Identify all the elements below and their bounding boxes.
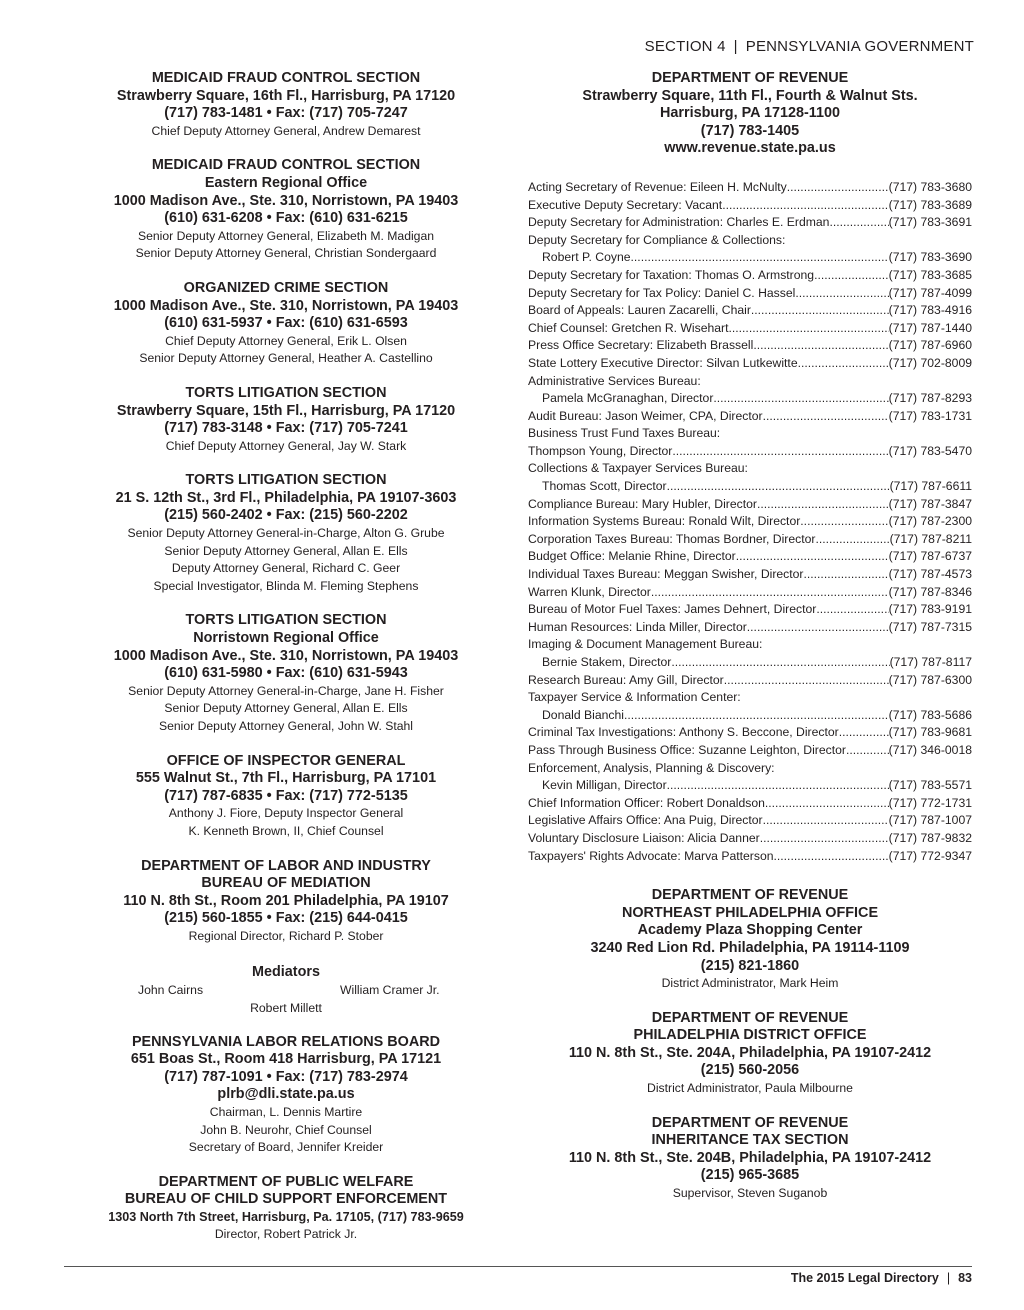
mediator-name: William Cramer Jr. <box>340 982 440 997</box>
directory-row <box>528 320 972 338</box>
row-label: Chief Information Officer: Robert Donaldson <box>528 795 765 810</box>
directory-row <box>528 443 972 461</box>
dot-leader <box>724 672 889 690</box>
dot-leader <box>798 355 889 373</box>
row-phone: (717) 702-8009 <box>888 355 972 370</box>
row-label: Collections & Taxpayer Services Bureau: <box>528 461 748 476</box>
row-label: Budget Office: Melanie Rhine, Director <box>528 549 736 564</box>
address-line: plrb@dli.state.pa.us <box>217 1086 355 1103</box>
dot-leader <box>816 601 888 619</box>
row-label: Corporation Taxes Bureau: Thomas Bordner, Director <box>528 531 816 546</box>
directory-row <box>528 496 972 514</box>
directory-row <box>528 584 972 602</box>
row-label: Imaging & Document Management Bureau: <box>528 637 763 652</box>
contact-name: John B. Neurohr, Chief Counsel <box>200 1122 372 1137</box>
dot-leader <box>751 302 889 320</box>
directory-row <box>528 373 972 391</box>
contact-name: Senior Deputy Attorney General-in-Charge, Alton G. Grube <box>127 526 445 541</box>
contact-name: Senior Deputy Attorney General, Christian Sondergaard <box>135 246 437 261</box>
row-phone: (717) 787-6960 <box>888 338 972 353</box>
left-column <box>70 70 502 1261</box>
row-label: Press Office Secretary: Elizabeth Brassell <box>528 338 754 353</box>
directory-row <box>528 777 972 795</box>
row-label: Bernie Stakem, Director <box>542 655 672 669</box>
section-title: MEDICAID FRAUD CONTROL SECTION <box>151 70 421 86</box>
address-line: (717) 783-1405 <box>700 122 800 139</box>
directory-row <box>528 460 972 478</box>
row-phone: (717) 772-1731 <box>888 795 972 810</box>
row-phone: (717) 783-3691 <box>888 215 972 230</box>
address-line: 110 N. 8th St., Ste. 204A, Philadelphia, PA 19107-2412 <box>568 1044 932 1061</box>
directory-row <box>528 566 972 584</box>
dot-leader <box>753 337 888 355</box>
contact-name: Senior Deputy Attorney General, Allan E. Ells <box>164 701 408 716</box>
dot-leader <box>763 408 889 426</box>
directory-row <box>528 724 972 742</box>
directory-row <box>528 179 972 197</box>
contact-name: Senior Deputy Attorney General-in-Charge, Jane H. Fisher <box>128 683 444 698</box>
row-phone: (717) 346-0018 <box>888 742 972 757</box>
directory-row <box>528 548 972 566</box>
row-label: Enforcement, Analysis, Planning & Discovery: <box>528 760 775 775</box>
row-label: Taxpayers' Rights Advocate: Marva Patterson <box>528 848 774 863</box>
row-label: Kevin Milligan, Director <box>542 778 667 793</box>
header-separator: | <box>733 38 738 55</box>
section-title: ORGANIZED CRIME SECTION <box>183 279 389 296</box>
row-label: Pamela McGranaghan, Director <box>542 391 714 406</box>
address-line: BUREAU OF MEDIATION <box>201 875 371 892</box>
contact-name: Director, Robert Patrick Jr. <box>214 1227 358 1242</box>
directory-row <box>528 848 972 866</box>
mediator-name: John Cairns <box>138 982 204 997</box>
row-label: Administrative Services Bureau: <box>528 373 701 388</box>
row-label: Thompson Young, Director <box>528 443 673 458</box>
directory-row <box>528 337 972 355</box>
section-title: DEPARTMENT OF REVENUE <box>651 1009 849 1026</box>
directory-row <box>528 795 972 813</box>
row-label: Criminal Tax Investigations: Anthony S. Beccone, Director <box>528 725 839 740</box>
footer-separator: | <box>946 1271 951 1285</box>
section-title: DEPARTMENT OF REVENUE <box>651 887 849 904</box>
directory-row <box>528 285 972 303</box>
row-label: Compliance Bureau: Mary Hubler, Director <box>528 496 757 511</box>
row-label: Information Systems Bureau: Ronald Wilt, Director <box>528 514 801 529</box>
directory-row <box>528 742 972 760</box>
contact-name: Chief Deputy Attorney General, Erik L. Olsen <box>165 333 407 348</box>
dot-leader <box>736 548 889 566</box>
directory-row <box>528 812 972 830</box>
page-number: 83 <box>958 1271 972 1285</box>
directory-section <box>70 1174 502 1244</box>
row-phone: (717) 787-8117 <box>889 655 972 669</box>
dot-leader <box>722 197 888 215</box>
dot-leader <box>815 531 889 549</box>
contact-name: Chief Deputy Attorney General, Andrew Demarest <box>151 123 421 138</box>
row-label: Taxpayer Service & Information Center: <box>528 690 741 705</box>
section-title: TORTS LITIGATION SECTION <box>185 384 387 401</box>
contact-name: Senior Deputy Attorney General, Allan E. Ells <box>164 543 408 558</box>
address-line: Norristown Regional Office <box>193 630 379 647</box>
section-title: MEDICAID FRAUD CONTROL SECTION <box>151 157 421 174</box>
row-phone: (717) 787-6300 <box>888 672 972 687</box>
row-label: Research Bureau: Amy Gill, Director <box>528 672 724 687</box>
left-sections <box>70 70 502 946</box>
footer-rule <box>64 1266 972 1267</box>
row-phone: (717) 787-8211 <box>889 531 972 546</box>
directory-section <box>528 1010 972 1098</box>
address-line: (215) 560-2402 • Fax: (215) 560-2202 <box>164 507 408 524</box>
section-title: TORTS LITIGATION SECTION <box>185 612 387 629</box>
directory-section <box>70 858 502 946</box>
directory-section <box>70 70 502 140</box>
address-line: 21 S. 12th St., 3rd Fl., Philadelphia, PA 19107-3603 <box>115 489 457 506</box>
row-phone: (717) 787-1440 <box>888 320 972 335</box>
row-label: Acting Secretary of Revenue: Eileen H. McNulty <box>528 179 787 194</box>
address-line: 555 Walnut St., 7th Fl., Harrisburg, PA 17101 <box>135 770 437 787</box>
directory-row <box>528 619 972 637</box>
directory-row <box>528 672 972 690</box>
directory-row <box>528 249 972 267</box>
row-label: Chief Counsel: Gretchen R. Wisehart <box>528 320 729 335</box>
dot-leader <box>671 654 889 672</box>
row-phone: (717) 772-9347 <box>888 848 972 863</box>
contact-name: Secretary of Board, Jennifer Kreider <box>188 1140 384 1155</box>
address-line: Strawberry Square, 16th Fl., Harrisburg, PA 17120 <box>116 87 456 104</box>
row-phone: (717) 783-3689 <box>888 197 972 212</box>
row-label: Thomas Scott, Director <box>542 479 667 494</box>
directory-row <box>528 478 972 496</box>
row-label: Legislative Affairs Office: Ana Puig, Director <box>528 813 763 828</box>
directory-section <box>528 1115 972 1203</box>
dot-leader <box>760 830 889 848</box>
row-phone: (717) 787-6611 <box>889 479 972 494</box>
dot-leader <box>763 812 889 830</box>
contact-name: District Administrator, Paula Milbourne <box>647 1081 853 1096</box>
address-line: 1000 Madison Ave., Ste. 310, Norristown, PA 19403 <box>113 192 459 209</box>
row-label: Deputy Secretary for Tax Policy: Daniel C. Hassel <box>528 285 796 300</box>
row-phone: (717) 783-1731 <box>888 408 972 423</box>
address-line: INHERITANCE TAX SECTION <box>651 1132 849 1149</box>
row-phone: (717) 787-4573 <box>888 567 972 582</box>
row-phone: (717) 783-9681 <box>888 725 972 740</box>
directory-section <box>70 1034 502 1157</box>
section-label: SECTION 4 <box>644 38 726 55</box>
dot-leader <box>651 584 889 602</box>
contact-name: Anthony J. Fiore, Deputy Inspector General <box>168 806 404 821</box>
address-line: (610) 631-5937 • Fax: (610) 631-6593 <box>164 315 408 332</box>
row-phone: (717) 787-6737 <box>888 549 972 564</box>
row-phone: (717) 783-9191 <box>888 602 972 617</box>
row-phone: (717) 783-3680 <box>888 179 972 194</box>
directory-row <box>528 232 972 250</box>
page-footer <box>791 1271 972 1285</box>
row-phone: (717) 783-5571 <box>888 778 972 793</box>
row-phone: (717) 783-3685 <box>888 267 972 282</box>
mediators-block <box>70 963 502 1017</box>
section-title: DEPARTMENT OF REVENUE <box>651 1114 849 1131</box>
right-sections <box>528 887 972 1203</box>
revenue-header <box>528 70 972 158</box>
row-label: Executive Deputy Secretary: Vacant <box>528 197 723 212</box>
address-line: (215) 560-2056 <box>700 1062 800 1079</box>
row-label: Bureau of Motor Fuel Taxes: James Dehnert, Director <box>528 602 817 617</box>
row-phone: (717) 787-9832 <box>888 830 972 845</box>
section-title: TORTS LITIGATION SECTION <box>185 472 387 489</box>
directory-section <box>70 280 502 368</box>
address-line: (215) 560-1855 • Fax: (215) 644-0415 <box>164 910 408 927</box>
dot-leader <box>839 724 889 742</box>
dot-leader <box>804 566 889 584</box>
directory-row <box>528 830 972 848</box>
dot-leader <box>747 619 889 637</box>
contact-name: Senior Deputy Attorney General, Elizabeth M. Madigan <box>137 228 435 243</box>
contact-name: Special Investigator, Blinda M. Fleming Stephens <box>153 578 419 593</box>
section-title: PENNSYLVANIA LABOR RELATIONS BOARD <box>131 1033 441 1050</box>
dot-leader <box>667 478 890 496</box>
page-header <box>645 38 974 55</box>
row-label: Board of Appeals: Lauren Zacarelli, Chair <box>528 303 751 318</box>
row-label: Business Trust Fund Taxes Bureau: <box>528 426 721 441</box>
address-line: (610) 631-5980 • Fax: (610) 631-5943 <box>164 665 408 682</box>
directory-row <box>528 197 972 215</box>
address-line: 1000 Madison Ave., Ste. 310, Norristown, PA 19403 <box>113 297 459 314</box>
directory-row <box>528 302 972 320</box>
directory-row <box>528 355 972 373</box>
address-line: www.revenue.state.pa.us <box>664 140 836 157</box>
right-column <box>528 70 972 1220</box>
directory-row <box>528 214 972 232</box>
address-line: NORTHEAST PHILADELPHIA OFFICE <box>621 904 879 921</box>
contact-name: Supervisor, Steven Suganob <box>672 1186 828 1201</box>
row-phone: (717) 787-1007 <box>888 813 972 828</box>
row-label: Deputy Secretary for Administration: Charles E. Erdman <box>528 215 830 230</box>
dot-leader <box>787 179 889 197</box>
directory-section <box>70 385 502 455</box>
address-line: 1303 North 7th Street, Harrisburg, Pa. 17105, (717) 783-9659 <box>108 1209 464 1224</box>
dot-leader <box>631 249 889 267</box>
row-label: Human Resources: Linda Miller, Director <box>528 619 747 634</box>
directory-row <box>528 390 972 408</box>
dot-leader <box>729 320 889 338</box>
directory-row <box>528 408 972 426</box>
revenue-directory <box>528 179 972 865</box>
dot-leader <box>800 513 888 531</box>
directory-row <box>528 513 972 531</box>
address-line: BUREAU OF CHILD SUPPORT ENFORCEMENT <box>124 1191 448 1208</box>
row-phone: (717) 783-4916 <box>888 303 972 318</box>
contact-name: Senior Deputy Attorney General, John W. Stahl <box>158 719 414 733</box>
directory-row <box>528 636 972 654</box>
directory-section <box>70 753 502 841</box>
dot-leader <box>814 267 889 285</box>
dot-leader <box>757 496 889 514</box>
dot-leader <box>829 214 888 232</box>
publication-name: The 2015 Legal Directory <box>790 1271 939 1285</box>
row-phone: (717) 787-7315 <box>888 619 972 634</box>
row-label: Voluntary Disclosure Liaison: Alicia Danner <box>528 830 760 845</box>
dot-leader <box>846 742 889 760</box>
row-label: Warren Klunk, Director <box>528 584 651 599</box>
row-label: Donald Bianchi <box>542 707 624 722</box>
address-line: 110 N. 8th St., Room 201 Philadelphia, PA 19107 <box>123 892 449 909</box>
row-label: Individual Taxes Bureau: Meggan Swisher, Director <box>528 567 804 582</box>
contact-name: Chief Deputy Attorney General, Jay W. Stark <box>165 438 407 453</box>
address-line: PHILADELPHIA DISTRICT OFFICE <box>633 1027 867 1044</box>
address-line: (215) 965-3685 <box>700 1167 800 1184</box>
row-phone: (717) 787-4099 <box>888 285 972 300</box>
dot-leader <box>672 443 888 461</box>
section-title: DEPARTMENT OF PUBLIC WELFARE <box>158 1173 414 1190</box>
dot-leader <box>774 848 889 866</box>
address-line: (717) 783-3148 • Fax: (717) 705-7241 <box>164 420 408 437</box>
row-phone: (717) 787-8293 <box>888 391 972 406</box>
row-phone: (717) 787-2300 <box>888 514 972 529</box>
address-line: 110 N. 8th St., Ste. 204B, Philadelphia, PA 19107-2412 <box>568 1149 932 1166</box>
section-title: DEPARTMENT OF LABOR AND INDUSTRY <box>141 857 431 874</box>
dot-leader <box>713 390 888 408</box>
address-line: (215) 821-1860 <box>700 957 800 974</box>
dot-leader <box>795 285 888 303</box>
directory-row <box>528 707 972 725</box>
directory-row <box>528 267 972 285</box>
row-label: Robert P. Coyne <box>542 250 631 265</box>
row-phone: (717) 787-3847 <box>888 496 972 511</box>
address-line: (610) 631-6208 • Fax: (610) 631-6215 <box>164 210 408 227</box>
row-phone: (717) 783-5470 <box>888 443 972 458</box>
contact-name: Senior Deputy Attorney General, Heather A. Castellino <box>139 351 433 366</box>
mediators-row <box>70 981 502 999</box>
row-label: Deputy Secretary for Compliance & Collections: <box>528 232 786 247</box>
contact-name: Chairman, L. Dennis Martire <box>209 1104 363 1119</box>
address-line: 1000 Madison Ave., Ste. 310, Norristown, PA 19403 <box>113 647 459 664</box>
directory-row <box>528 654 972 672</box>
mediator-name: Robert Millett <box>250 1000 322 1015</box>
left-sections-2 <box>70 1034 502 1245</box>
address-line: 3240 Red Lion Rd. Philadelphia, PA 19114-1109 <box>590 939 910 956</box>
directory-section <box>70 612 502 735</box>
directory-row <box>528 531 972 549</box>
section-title: DEPARTMENT OF REVENUE <box>651 70 849 86</box>
row-label: Deputy Secretary for Taxation: Thomas O. Armstrong <box>528 267 815 282</box>
row-label: Pass Through Business Office: Suzanne Leighton, Director <box>528 742 846 757</box>
contact-name: Regional Director, Richard P. Stober <box>188 928 384 943</box>
directory-row <box>528 601 972 619</box>
directory-section <box>528 887 972 993</box>
section-title: PENNSYLVANIA GOVERNMENT <box>745 38 974 55</box>
dot-leader <box>624 707 889 725</box>
contact-name: District Administrator, Mark Heim <box>661 976 839 991</box>
dot-leader <box>667 777 889 795</box>
directory-row <box>528 689 972 707</box>
address-line: (717) 787-1091 • Fax: (717) 783-2974 <box>164 1068 408 1085</box>
directory-section <box>70 157 502 263</box>
address-line: Eastern Regional Office <box>204 174 368 191</box>
row-label: State Lottery Executive Director: Silvan Lutkewitte <box>528 355 798 370</box>
address-line: (717) 787-6835 • Fax: (717) 772-5135 <box>164 787 408 804</box>
address-line: Harrisburg, PA 17128-1100 <box>660 105 840 122</box>
directory-row <box>528 760 972 778</box>
contact-name: Deputy Attorney General, Richard C. Geer <box>171 561 401 576</box>
row-phone: (717) 783-3690 <box>888 250 972 265</box>
section-title: OFFICE OF INSPECTOR GENERAL <box>166 752 406 769</box>
dot-leader <box>765 795 889 813</box>
row-phone: (717) 783-5686 <box>888 707 972 722</box>
contact-name: K. Kenneth Brown, II, Chief Counsel <box>188 823 384 838</box>
address-line: Strawberry Square, 11th Fl., Fourth & Walnut Sts. <box>582 87 918 104</box>
directory-section <box>70 472 502 595</box>
address-line: Academy Plaza Shopping Center <box>637 922 863 939</box>
row-phone: (717) 787-8346 <box>888 584 972 599</box>
address-line: Strawberry Square, 15th Fl., Harrisburg, PA 17120 <box>116 402 456 419</box>
address-line: 651 Boas St., Room 418 Harrisburg, PA 17121 <box>130 1051 442 1068</box>
row-label: Audit Bureau: Jason Weimer, CPA, Director <box>528 408 763 423</box>
directory-row <box>528 425 972 443</box>
address-line: (717) 783-1481 • Fax: (717) 705-7247 <box>164 105 408 122</box>
mediators-title: Mediators <box>252 963 320 980</box>
